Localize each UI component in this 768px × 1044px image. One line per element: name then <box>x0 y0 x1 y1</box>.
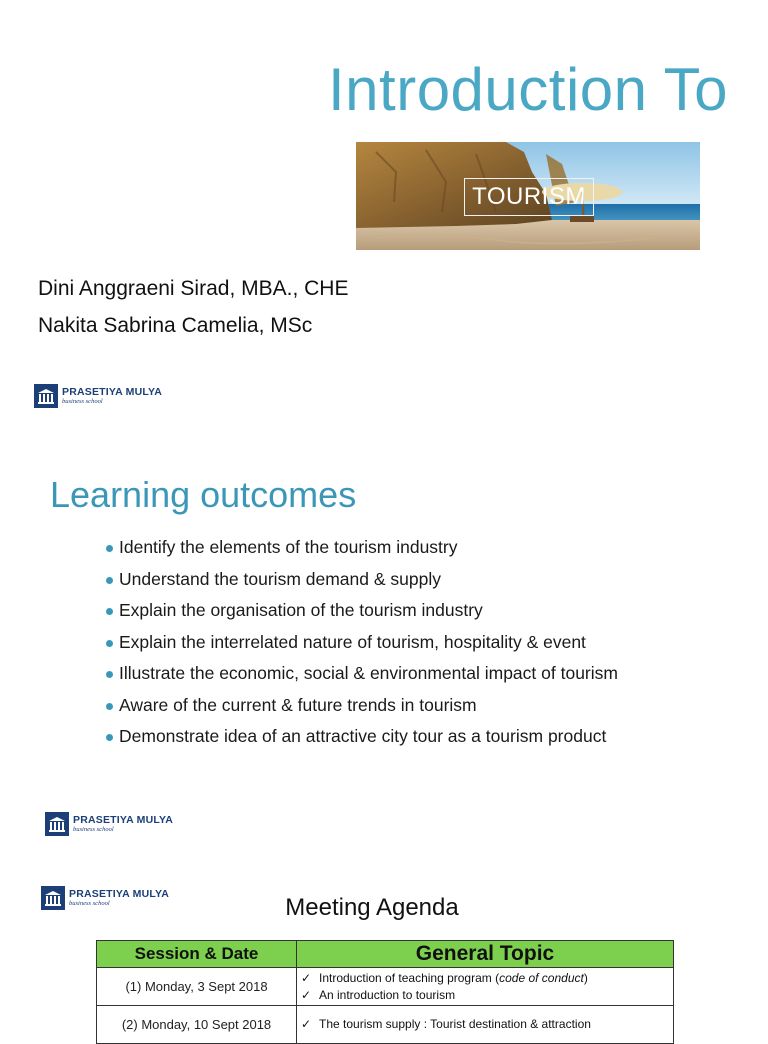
outcome-item: Understand the tourism demand & supply <box>106 568 646 590</box>
prasetiya-mulya-logo <box>34 384 162 408</box>
title-slide <box>0 0 768 440</box>
check-icon: ✓ <box>301 1017 312 1031</box>
outcome-item: Demonstrate idea of an attractive city tour as a tourism product <box>106 725 646 747</box>
slide-title: Meeting Agenda <box>285 894 459 921</box>
logo-subtitle: business school <box>73 825 114 833</box>
table-row <box>97 1006 674 1044</box>
prasetiya-mulya-logo <box>45 812 173 836</box>
session-date: (1) Monday, 3 Sept 2018 <box>97 968 297 1006</box>
session-topic <box>297 1006 674 1044</box>
outcome-item: Identify the elements of the tourism industry <box>106 536 646 558</box>
logo-name: PRASETIYA MULYA <box>73 814 174 826</box>
topic-text: ) <box>583 970 588 985</box>
topic-line <box>301 987 673 1004</box>
table-row <box>97 968 674 1006</box>
outcome-item: Explain the organisation of the tourism industry <box>106 599 646 621</box>
topic-line <box>301 1016 673 1033</box>
logo-subtitle: business school <box>69 899 110 907</box>
column-header: General Topic <box>297 941 674 968</box>
logo-name: PRASETIYA MULYA <box>62 386 163 398</box>
slide-title: Introduction To <box>328 56 728 123</box>
column-header: Session & Date <box>97 941 297 968</box>
check-icon: ✓ <box>301 987 312 1002</box>
logo-name: PRASETIYA MULYA <box>69 888 170 900</box>
session-date: (2) Monday, 10 Sept 2018 <box>97 1006 297 1044</box>
building-icon <box>34 384 58 408</box>
outcome-list <box>106 536 646 757</box>
author-name: Dini Anggraeni Sirad, MBA., CHE <box>38 277 349 300</box>
session-topic <box>297 968 674 1006</box>
table-header-row <box>97 941 674 968</box>
tourism-beach-image <box>356 142 700 250</box>
meeting-agenda-slide <box>0 870 768 1032</box>
author-list <box>38 270 348 344</box>
topic-italic-text: code of conduct <box>499 970 584 985</box>
check-icon: ✓ <box>301 970 312 985</box>
learning-outcomes-slide <box>0 440 768 870</box>
outcome-item: Explain the interrelated nature of tourism, hospitality & event <box>106 631 646 653</box>
topic-line <box>301 970 673 987</box>
author-name: Nakita Sabrina Camelia, MSc <box>38 314 313 337</box>
outcome-item: Aware of the current & future trends in tourism <box>106 694 646 716</box>
agenda-table <box>96 940 674 1044</box>
logo-subtitle: business school <box>62 397 103 405</box>
topic-text: Introduction of teaching program ( <box>319 970 500 985</box>
tourism-label: TOURISM <box>464 178 594 216</box>
outcome-item: Illustrate the economic, social & environmental impact of tourism <box>106 662 646 684</box>
building-icon <box>45 812 69 836</box>
slide-title: Learning outcomes <box>50 474 357 515</box>
topic-text: The tourism supply : Tourist destination & attraction <box>319 1017 591 1031</box>
topic-text: An introduction to tourism <box>319 987 456 1002</box>
